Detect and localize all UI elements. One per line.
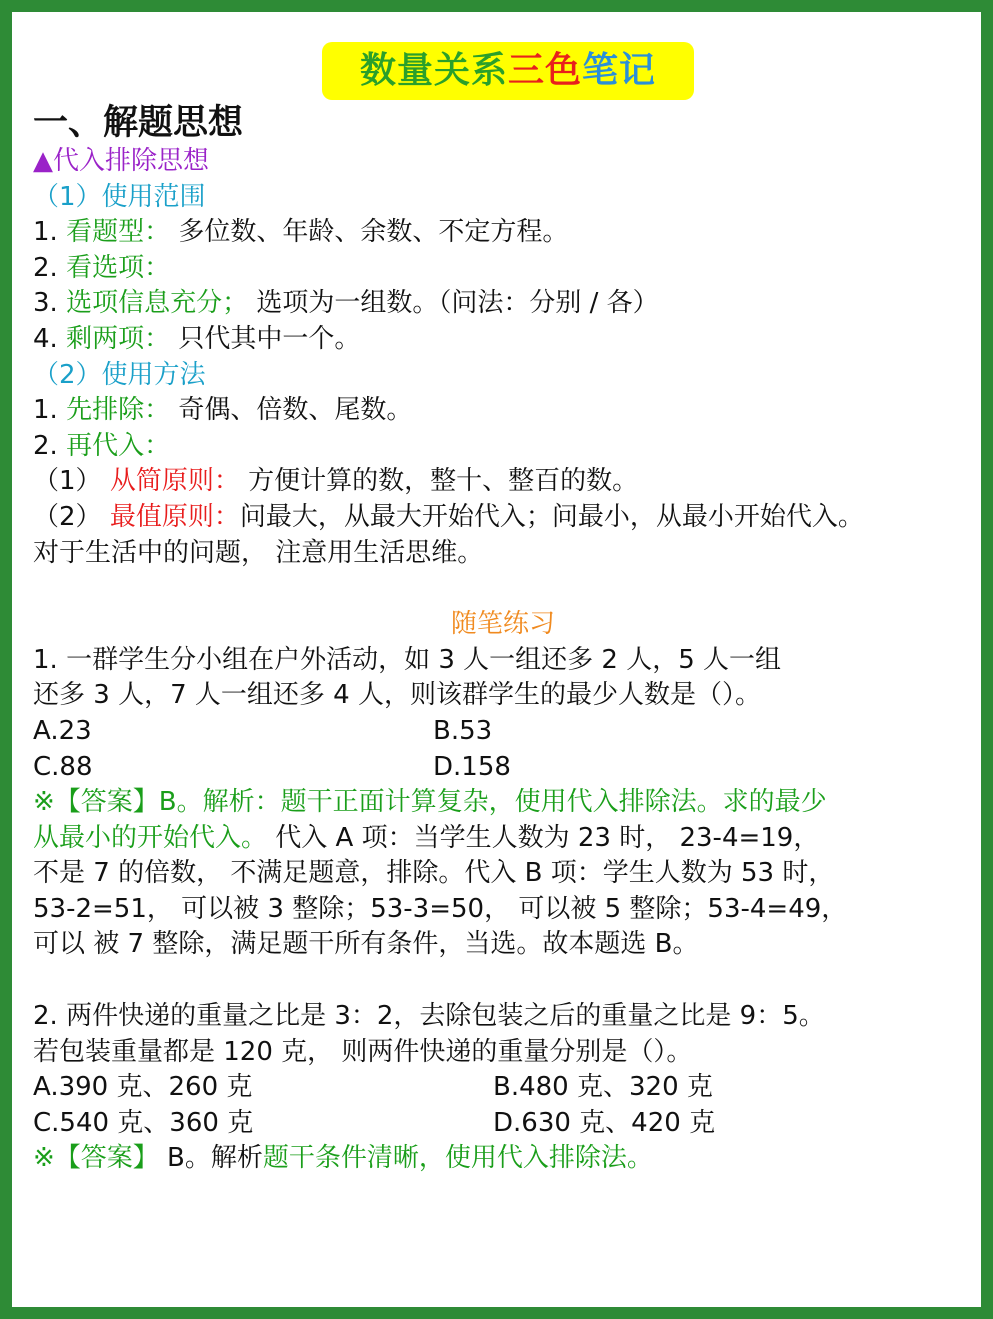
option-b: B.480 克、320 克 [493, 1072, 713, 1103]
answer-1: 不是 7 的倍数， 不满足题意，排除。代入 B 项：学生人数为 53 时， [33, 858, 835, 889]
list-item: 3. 选项信息充分； 选项为一组数。（问法：分别 / 各） [33, 288, 659, 319]
note-content [33, 102, 973, 1177]
usage-method-heading: （2）使用方法 [33, 359, 206, 390]
principle-item: （1） 从简原则： 方便计算的数，整十、整百的数。 [33, 466, 639, 497]
options-row [33, 1106, 973, 1142]
options-row [33, 750, 973, 786]
options-row [33, 714, 973, 750]
title-part3: 笔记 [582, 50, 657, 91]
option-c: C.88 [33, 751, 93, 782]
answer-1: ※【答案】B。解析：题干正面计算复杂，使用代入排除法。求的最少 [33, 787, 827, 818]
note-text: 对于生活中的问题， 注意用生活思维。 [33, 537, 484, 568]
option-a: A.23 [33, 715, 92, 746]
answer-1: 53-2=51， 可以被 3 整除；53-3=50， 可以被 5 整除；53-4=49， [33, 893, 848, 924]
note-page [12, 12, 981, 1307]
list-item: 1. 看题型： 多位数、年龄、余数、不定方程。 [33, 217, 569, 248]
list-item: 1. 先排除： 奇偶、倍数、尾数。 [33, 395, 413, 426]
title-part1: 数量关系 [359, 50, 508, 91]
title-banner [322, 42, 694, 100]
subheading: ▲代入排除思想 [33, 146, 209, 176]
section-heading: 一、解题思想 [33, 103, 244, 143]
option-b: B.53 [433, 715, 493, 746]
list-item: 4. 剩两项： 只代其中一个。 [33, 323, 361, 354]
title-part2: 三色 [507, 50, 582, 91]
list-item: 2. 看选项： [33, 252, 171, 283]
option-c: C.540 克、360 克 [33, 1107, 254, 1138]
question-2-stem: 若包装重量都是 120 克， 则两件快递的重量分别是（）。 [33, 1036, 693, 1067]
principle-item: （2） 最值原则：问最大，从最大开始代入；问最小，从最小开始代入。 [33, 501, 864, 532]
question-1-stem: 还多 3 人，7 人一组还多 4 人，则该群学生的最少人数是（）。 [33, 680, 761, 711]
answer-1: 可以 被 7 整除，满足题干所有条件，当选。故本题选 B。 [33, 929, 699, 960]
question-2-stem: 2. 两件快递的重量之比是 3：2，去除包装之后的重量之比是 9：5。 [33, 1001, 825, 1032]
answer-2: ※【答案】 B。解析题干条件清晰，使用代入排除法。 [33, 1143, 653, 1174]
list-item: 2. 再代入： [33, 430, 171, 461]
option-d: D.630 克、420 克 [493, 1107, 716, 1138]
option-a: A.390 克、260 克 [33, 1072, 253, 1103]
question-1-stem: 1. 一群学生分小组在户外活动，如 3 人一组还多 2 人，5 人一组 [33, 644, 782, 675]
options-row [33, 1070, 973, 1106]
answer-1: 从最小的开始代入。 代入 A 项：当学生人数为 23 时， 23-4=19， [33, 822, 820, 853]
option-d: D.158 [433, 751, 511, 782]
usage-scope-heading: （1）使用范围 [33, 181, 206, 212]
practice-heading: 随笔练习 [450, 609, 555, 640]
